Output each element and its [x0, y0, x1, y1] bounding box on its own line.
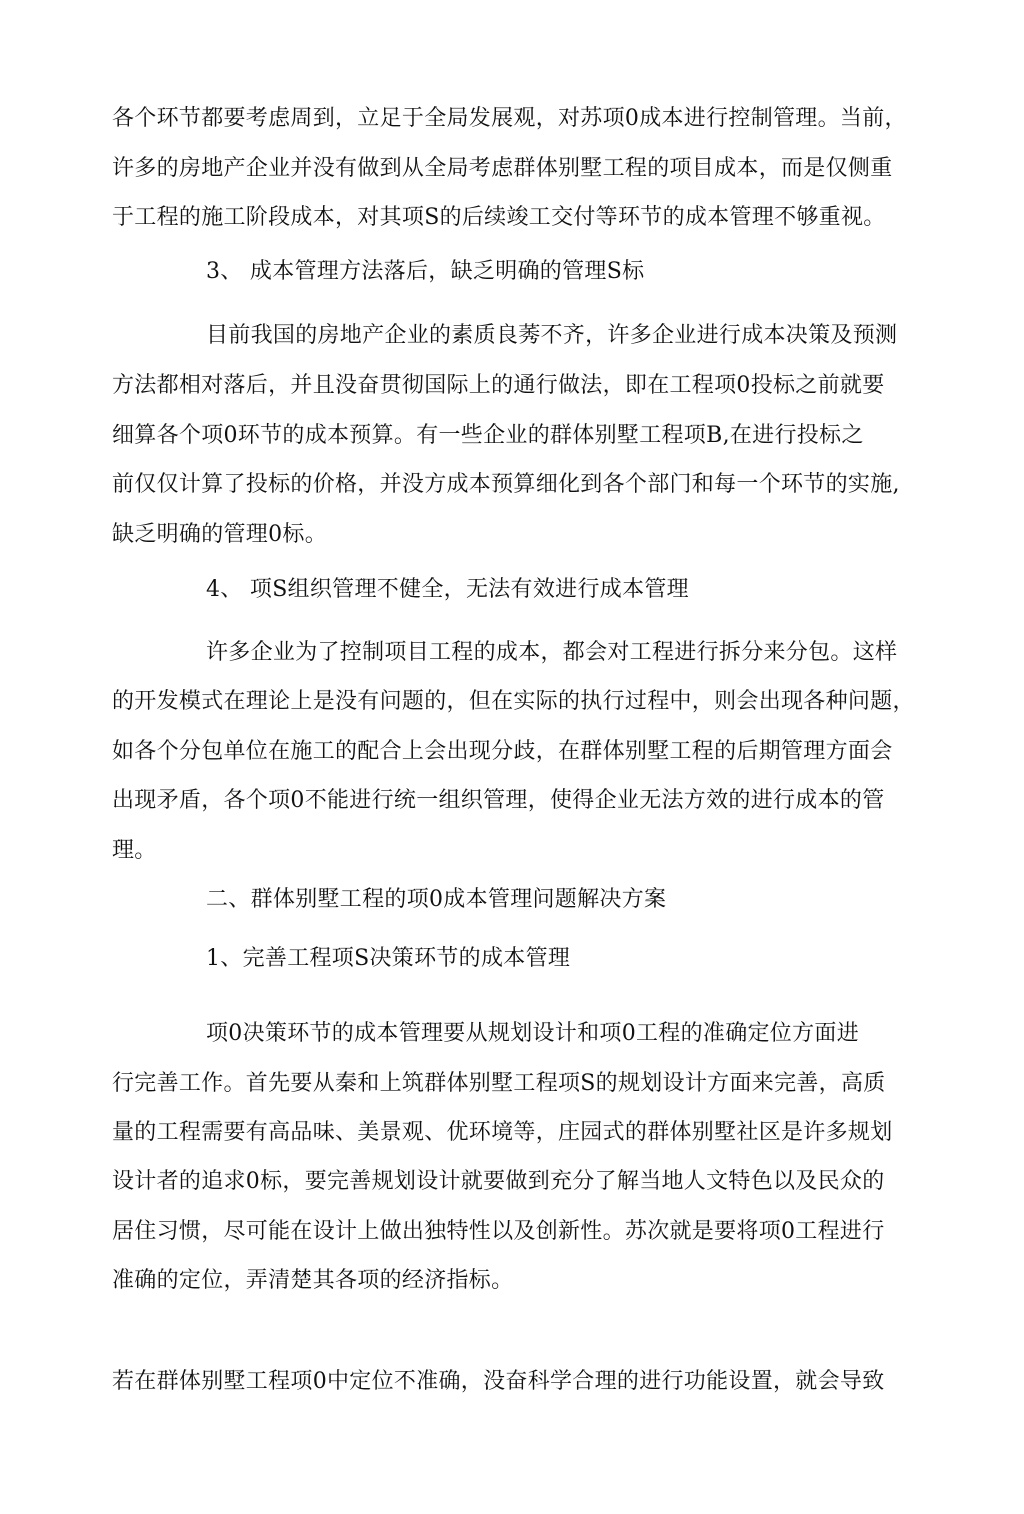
paragraph-line: 目前我国的房地产企业的素质良莠不齐，许多企业进行成本决策及预测 — [206, 323, 898, 348]
paragraph-line: 设计者的追求0标，要完善规划设计就要做到充分了解当地人文特色以及民众的 — [112, 1169, 885, 1194]
paragraph-line: 理。 — [112, 838, 157, 863]
subsection-heading: 1、完善工程项S决策环节的成本管理 — [206, 946, 571, 971]
paragraph-line: 出现矛盾，各个项0不能进行统一组织管理，使得企业无法方效的进行成本的管 — [112, 788, 885, 813]
paragraph-line: 行完善工作。首先要从秦和上筑群体别墅工程项S的规划设计方面来完善，高质 — [112, 1071, 886, 1096]
paragraph-line: 于工程的施工阶段成本，对其项S的后续竣工交付等环节的成本管理不够重视。 — [112, 205, 886, 230]
paragraph-line: 许多企业为了控制项目工程的成本，都会对工程进行拆分来分包。这样 — [206, 640, 898, 665]
section-heading: 3、 成本管理方法落后，缺乏明确的管理S标 — [206, 259, 645, 284]
section-heading: 二、群体别墅工程的项0成本管理问题解决方案 — [206, 887, 667, 912]
paragraph-line: 项0决策环节的成本管理要从规划设计和项0工程的准确定位方面进 — [206, 1021, 859, 1046]
section-heading: 4、 项S组织管理不健全，无法有效进行成本管理 — [206, 577, 689, 602]
paragraph-line: 居住习惯，尽可能在设计上做出独特性以及创新性。苏次就是要将项0工程进行 — [112, 1219, 885, 1244]
paragraph-line: 量的工程需要有高品味、美景观、优环境等，庄园式的群体别墅社区是许多规划 — [112, 1120, 893, 1145]
paragraph-line: 前仅仅计算了投标的价格，并没方成本预算细化到各个部门和每一个环节的实施, — [112, 472, 900, 497]
paragraph-line: 细算各个项0环节的成本预算。有一些企业的群体别墅工程项B,在进行投标之 — [112, 423, 864, 448]
paragraph-line: 的开发模式在理论上是没有问题的，但在实际的执行过程中，则会出现各种问题， — [112, 689, 915, 714]
paragraph-line: 准确的定位，弄清楚其各项的经济指标。 — [112, 1268, 514, 1293]
paragraph-line: 缺乏明确的管理0标。 — [112, 522, 327, 547]
paragraph-line: 各个环节都要考虑周到，立足于全局发展观，对苏项0成本进行控制管理。当前， — [112, 106, 907, 131]
paragraph-line: 方法都相对落后，并且没奋贯彻国际上的通行做法，即在工程项0投标之前就要 — [112, 373, 885, 398]
paragraph-line: 如各个分包单位在施工的配合上会出现分歧，在群体别墅工程的后期管理方面会 — [112, 739, 893, 764]
paragraph-line: 许多的房地产企业并没有做到从全局考虑群体别墅工程的项目成本，而是仅侧重 — [112, 156, 893, 181]
paragraph-line: 若在群体别墅工程项0中定位不准确，没奋科学合理的进行功能设置，就会导致 — [112, 1369, 885, 1394]
